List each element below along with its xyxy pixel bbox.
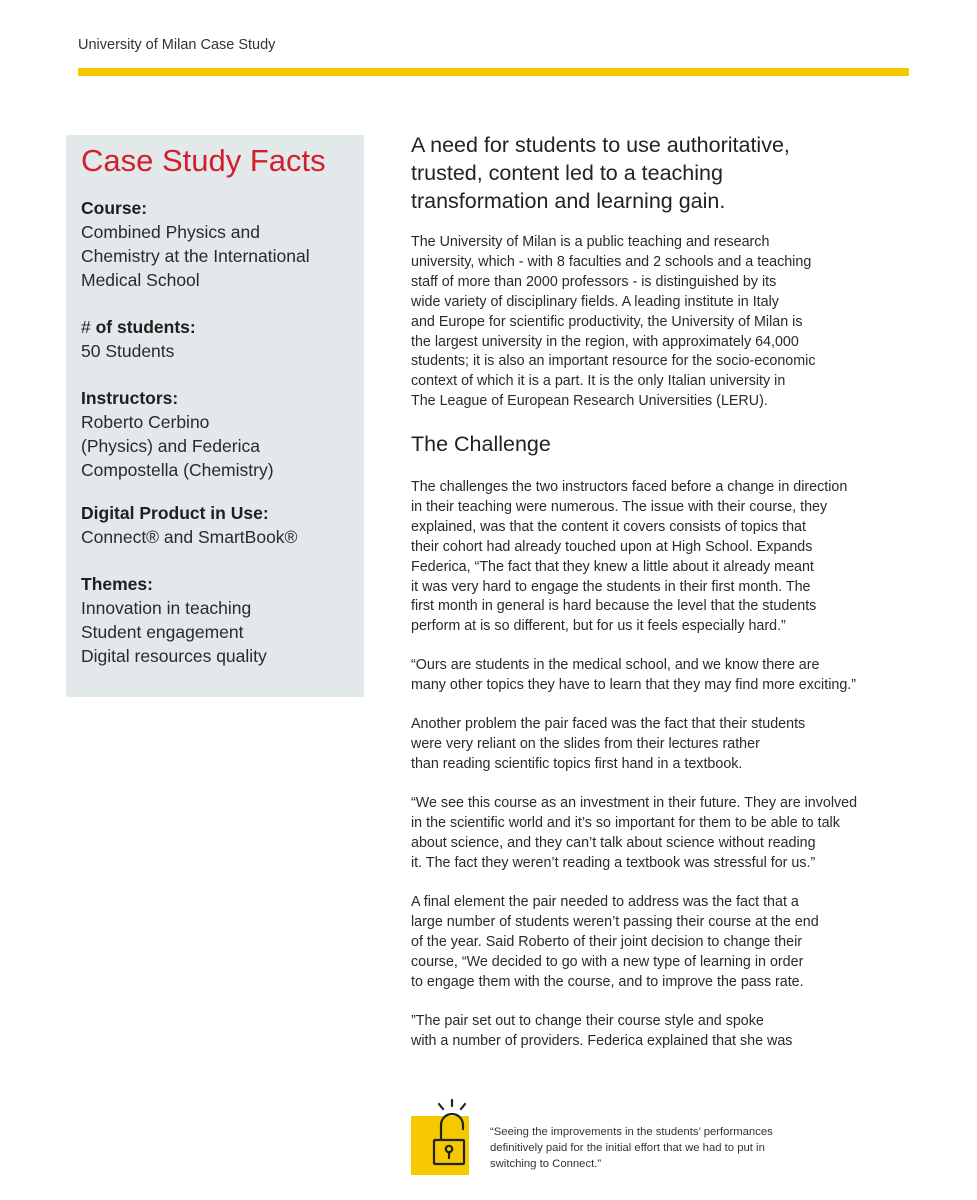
paragraph-line: students; it is also an important resource for the socio-economic: [411, 353, 816, 370]
challenge-heading: The Challenge: [411, 432, 551, 456]
hash-symbol: #: [81, 317, 91, 337]
fact-instructors-line: (Physics) and Federica: [81, 436, 260, 456]
fact-product-value: Connect® and SmartBook®: [81, 527, 298, 547]
paragraph-line: with a number of providers. Federica explained that she was: [411, 1032, 793, 1049]
challenge-paragraph-2: [411, 656, 921, 696]
paragraph-line: it. The fact they weren’t reading a textbook was stressful for us.”: [411, 854, 816, 871]
fact-course-line: Combined Physics and: [81, 222, 260, 242]
challenge-paragraph-6: [411, 1012, 921, 1052]
paragraph-line: The challenges the two instructors faced before a change in direction: [411, 479, 848, 495]
paragraph-line: many other topics they have to learn that they may find more exciting.”: [411, 676, 857, 693]
intro-paragraph: [411, 233, 921, 412]
paragraph-line: “Ours are students in the medical school, and we know there are: [411, 657, 820, 673]
fact-instructors: [81, 386, 356, 482]
fact-students-label-text: of students:: [95, 317, 196, 337]
paragraph-line: The League of European Research Universities (LERU).: [411, 393, 768, 410]
fact-themes-line: Innovation in teaching: [81, 598, 252, 618]
paragraph-line: about science, and they can’t talk about science without reading: [411, 834, 816, 851]
fact-themes-line: Digital resources quality: [81, 646, 267, 666]
fact-instructors-line: Roberto Cerbino: [81, 412, 210, 432]
fact-product: [81, 501, 356, 549]
header-title: University of Milan Case Study: [78, 37, 276, 53]
challenge-paragraph-5: [411, 893, 921, 993]
fact-themes-line: Student engagement: [81, 622, 244, 642]
challenge-paragraph-1: [411, 478, 921, 637]
fact-students-value: 50 Students: [81, 341, 175, 361]
fact-instructors-label: Instructors:: [81, 388, 179, 408]
paragraph-line: ”The pair set out to change their course style and spoke: [411, 1013, 764, 1029]
fact-course-line: Chemistry at the International: [81, 246, 310, 266]
paragraph-line: staff of more than 2000 professors - is distinguished by its: [411, 273, 777, 290]
fact-students-label: [81, 315, 356, 339]
quote-line: definitively paid for the initial effort that we had to put in: [490, 1142, 765, 1154]
paragraph-line: university, which - with 8 faculties and 2 schools and a teaching: [411, 253, 812, 270]
paragraph-line: than reading scientific topics first hand in a textbook.: [411, 755, 743, 772]
paragraph-line: the largest university in the region, with approximately 64,000: [411, 333, 799, 350]
paragraph-line: in the scientific world and it’s so important for them to be able to talk: [411, 814, 840, 831]
challenge-paragraph-4: [411, 794, 921, 874]
quote-text: [490, 1124, 830, 1172]
paragraph-line: context of which it is a part. It is the only Italian university in: [411, 373, 786, 390]
paragraph-line: Another problem the pair faced was the fact that their students: [411, 716, 806, 732]
facts-title: Case Study Facts: [81, 143, 326, 178]
fact-course: [81, 196, 356, 292]
header-rule: [78, 68, 909, 76]
quote-line: switching to Connect.”: [490, 1158, 602, 1170]
paragraph-line: “We see this course as an investment in their future. They are involved: [411, 795, 858, 811]
paragraph-line: to engage them with the course, and to improve the pass rate.: [411, 973, 804, 990]
fact-themes-label: Themes:: [81, 574, 153, 594]
paragraph-line: perform at is so different, but for us it feels especially hard.”: [411, 618, 786, 635]
paragraph-line: explained, was that the content it covers consists of topics that: [411, 518, 806, 535]
paragraph-line: A final element the pair needed to address was the fact that a: [411, 894, 799, 910]
fact-course-line: Medical School: [81, 270, 200, 290]
paragraph-line: first month in general is hard because the level that the students: [411, 598, 817, 615]
fact-product-label: Digital Product in Use:: [81, 503, 269, 523]
intro-headline: [411, 131, 881, 215]
paragraph-line: course, “We decided to go with a new type of learning in order: [411, 953, 804, 970]
headline-line: trusted, content led to a teaching: [411, 161, 723, 185]
fact-course-label: Course:: [81, 198, 148, 218]
paragraph-line: it was very hard to engage the students in their first month. The: [411, 578, 811, 595]
paragraph-line: in their teaching were numerous. The issue with their course, they: [411, 498, 828, 515]
paragraph-line: Federica, “The fact that they knew a little about it already meant: [411, 558, 814, 575]
paragraph-line: of the year. Said Roberto of their joint decision to change their: [411, 933, 803, 950]
headline-line: A need for students to use authoritative,: [411, 133, 790, 157]
case-study-facts-box: [66, 135, 364, 697]
fact-instructors-line: Compostella (Chemistry): [81, 460, 274, 480]
paragraph-line: were very reliant on the slides from their lectures rather: [411, 735, 760, 752]
paragraph-line: and Europe for scientific productivity, the University of Milan is: [411, 313, 803, 330]
paragraph-line: wide variety of disciplinary fields. A leading institute in Italy: [411, 293, 779, 310]
challenge-paragraph-3: [411, 715, 921, 775]
paragraph-line: their cohort had already touched upon at High School. Expands: [411, 538, 813, 555]
fact-students: [81, 315, 356, 363]
paragraph-line: large number of students weren’t passing their course at the end: [411, 913, 819, 930]
headline-line: transformation and learning gain.: [411, 189, 726, 213]
unlocked-padlock-icon: [420, 1098, 474, 1170]
paragraph-line: The University of Milan is a public teaching and research: [411, 234, 770, 250]
fact-themes: [81, 572, 356, 668]
quote-line: “Seeing the improvements in the students’ performances: [490, 1126, 773, 1138]
